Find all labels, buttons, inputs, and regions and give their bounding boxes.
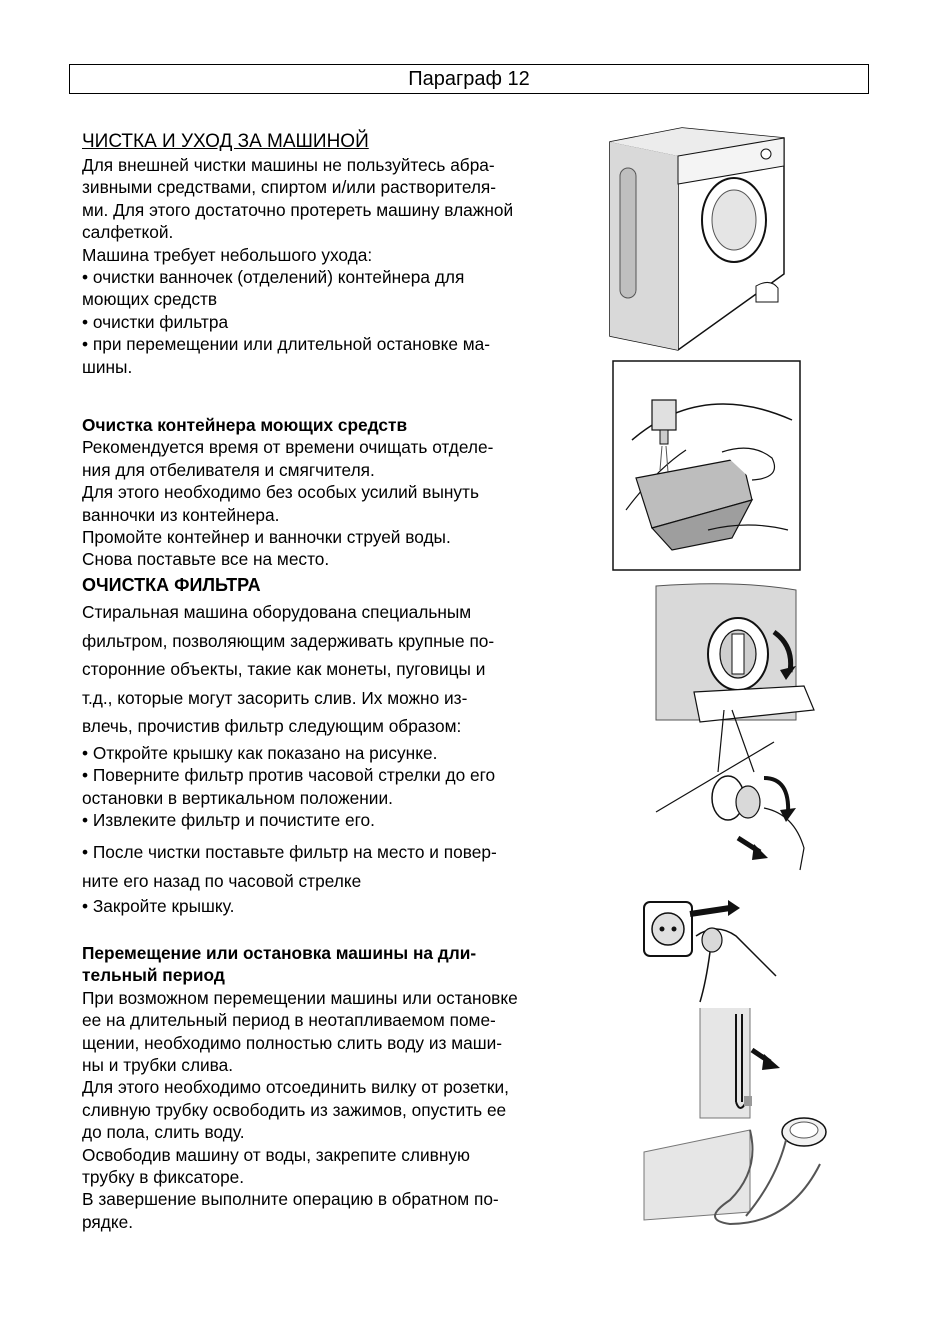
care-title: ЧИСТКА И УХОД ЗА МАШИНОЙ bbox=[82, 131, 369, 152]
container-line-3: ванночки из контейнера. bbox=[82, 504, 280, 525]
moving-title-2: тельный период bbox=[82, 965, 225, 986]
filter-line-1: • Поверните фильтр против часовой стрелки до его bbox=[82, 765, 496, 786]
container-line-1: ния для отбеливателя и смягчителя. bbox=[82, 459, 375, 480]
moving-line-7: Освободив машину от воды, закрепите сливную bbox=[82, 1144, 470, 1165]
care-line-5: • очистки ванночек (отделений) контейнера для bbox=[82, 267, 465, 288]
care-line-4: Машина требует небольшого ухода: bbox=[82, 244, 373, 265]
filter-wide-line-1: фильтром, позволяющим задерживать крупные по- bbox=[82, 630, 495, 651]
filter-wide-line-2: сторонние объекты, такие как монеты, пуговицы и bbox=[82, 659, 486, 679]
care-line-9: шины. bbox=[82, 356, 133, 377]
moving-line-5: сливную трубку освободить из зажимов, опустить ее bbox=[82, 1099, 507, 1120]
page-title: Параграф 12 bbox=[408, 68, 530, 90]
container-title: Очистка контейнера моющих средств bbox=[82, 415, 408, 435]
care-line-7: • очистки фильтра bbox=[82, 311, 229, 332]
filter-line-0: • Откройте крышку как показано на рисунке. bbox=[82, 743, 438, 763]
moving-line-2: щении, необходимо полностью слить воду из маши- bbox=[82, 1032, 503, 1053]
care-line-0: Для внешней чистки машины не пользуйтесь абра- bbox=[82, 155, 495, 175]
moving-line-8: трубку в фиксаторе. bbox=[82, 1167, 245, 1188]
moving-line-0: При возможном перемещении машины или остановке bbox=[82, 987, 518, 1008]
filter-steps-2 bbox=[82, 838, 597, 895]
filter-last-line: • Закройте крышку. bbox=[82, 896, 235, 916]
filter-wide2-line-0: • После чистки поставьте фильтр на место и повер- bbox=[82, 842, 497, 862]
filter-section bbox=[82, 574, 597, 596]
moving-line-4: Для этого необходимо отсоединить вилку от розетки, bbox=[82, 1077, 509, 1098]
moving-section bbox=[82, 942, 597, 1233]
container-line-4: Промойте контейнер и ванночки струей воды. bbox=[82, 527, 451, 548]
container-line-5: Снова поставьте все на место. bbox=[82, 549, 330, 570]
care-section bbox=[82, 130, 597, 378]
filter-line-3: • Извлеките фильтр и почистите его. bbox=[82, 810, 375, 831]
washing-machine-illustration bbox=[606, 126, 786, 356]
moving-line-10: рядке. bbox=[82, 1211, 134, 1232]
filter-wide-line-3: т.д., которые могут засорить слив. Их можно из- bbox=[82, 687, 468, 708]
page-header-box bbox=[69, 64, 869, 94]
moving-line-6: до пола, слить воду. bbox=[82, 1122, 245, 1143]
care-line-8: • при перемещении или длительной остановке ма- bbox=[82, 334, 491, 355]
plug-socket-illustration bbox=[640, 896, 780, 1006]
filter-steps bbox=[82, 742, 597, 832]
moving-line-3: ны и трубки слива. bbox=[82, 1055, 234, 1076]
care-line-6: моющих средств bbox=[82, 289, 218, 310]
filter-title: ОЧИСТКА ФИЛЬТРА bbox=[82, 575, 261, 595]
filter-wide2-line-1: ните его назад по часовой стрелке bbox=[82, 870, 362, 891]
moving-title-1: Перемещение или остановка машины на дли- bbox=[82, 943, 477, 963]
filter-intro bbox=[82, 598, 597, 741]
filter-last bbox=[82, 895, 597, 917]
filter-wide-line-0: Стиральная машина оборудована специальным bbox=[82, 602, 472, 622]
moving-line-9: В завершение выполните операцию в обратном по- bbox=[82, 1189, 499, 1210]
drain-hose-illustration bbox=[640, 1006, 840, 1228]
container-line-2: Для этого необходимо без особых усилий вынуть bbox=[82, 482, 479, 503]
filter-line-2: остановки в вертикальном положении. bbox=[82, 787, 393, 808]
filter-wide-line-4: влечь, прочистив фильтр следующим образом: bbox=[82, 716, 462, 736]
moving-line-1: ее на длительный период в неотапливаемом поме- bbox=[82, 1010, 496, 1031]
care-line-1: зивными средствами, спиртом и/или растворителя- bbox=[82, 177, 497, 198]
care-line-3: салфеткой. bbox=[82, 222, 174, 243]
container-section bbox=[82, 414, 597, 571]
detergent-drawer-illustration bbox=[612, 360, 802, 572]
filter-illustration bbox=[654, 582, 824, 874]
container-line-0: Рекомендуется время от времени очищать отделе- bbox=[82, 437, 494, 458]
care-line-2: ми. Для этого достаточно протереть машину влажной bbox=[82, 199, 514, 220]
